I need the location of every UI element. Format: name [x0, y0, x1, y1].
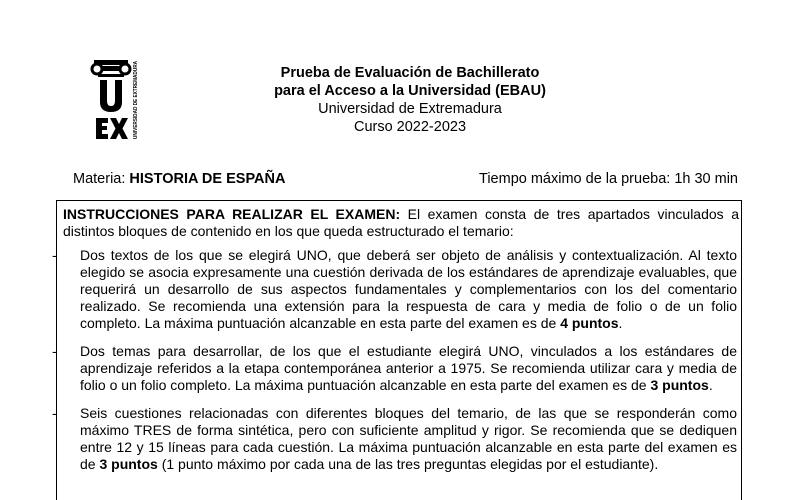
list-item-tail: .	[618, 315, 623, 331]
academic-year: Curso 2022-2023	[353, 119, 467, 135]
list-item-tail: (1 punto máximo por cada una de las tres preguntas elegidas por el estudiante).	[157, 456, 659, 472]
instructions-intro	[63, 206, 739, 240]
list-item-text: Seis cuestiones relacionadas con diferentes bloques del temario, de las que se responderán como máximo TRES de forma sintética, pero con suficiente amplitud y rigor. Se recomienda que se dediquen entre 12 y 15 líneas para cada cuestión. La máxima puntuación alcanzable en esta parte del examen es de	[80, 405, 737, 472]
list-dash: -	[52, 405, 57, 421]
instructions-heading: INSTRUCCIONES PARA REALIZAR EL EXAMEN:	[63, 206, 401, 222]
list-item-tail: .	[708, 377, 713, 393]
exam-header	[200, 64, 620, 136]
instructions-list	[52, 247, 741, 484]
exam-subtitle: para el Acceso a la Universidad (EBAU)	[274, 83, 546, 99]
university-logo	[88, 49, 150, 142]
list-item-text: Dos temas para desarrollar, de los que el estudiante elegirá UNO, vinculados a los estándares de aprendizaje referidos a la etapa contemporánea anterior a 1975. Se recomienda utilizar cara y media de folio o un folio completo. La máxima puntuación alcanzable en esta parte del examen es de	[80, 343, 737, 393]
list-item	[52, 405, 741, 473]
subject	[73, 170, 285, 188]
exam-title: Prueba de Evaluación de Bachillerato	[280, 65, 540, 81]
uex-column-logo-icon	[88, 49, 150, 142]
points-value: 3 puntos	[650, 377, 709, 393]
list-item	[52, 343, 741, 394]
list-dash: -	[52, 247, 57, 263]
points-value: 4 puntos	[560, 315, 619, 331]
list-item	[52, 247, 741, 332]
max-time: Tiempo máximo de la prueba: 1h 30 min	[479, 171, 738, 187]
list-dash: -	[52, 343, 57, 359]
university-name: Universidad de Extremadura	[318, 101, 502, 117]
instructions-box	[52, 200, 742, 500]
subject-value: HISTORIA DE ESPAÑA	[129, 171, 286, 187]
points-value: 3 puntos	[99, 456, 158, 472]
logo-vertical-text: UNIVERSIDAD DE EXTREMADURA	[133, 49, 139, 139]
list-item-text: Dos textos de los que se elegirá UNO, que deberá ser objeto de análisis y contextualización. Al texto elegido se asocia expresamente una cuestión derivada de los estándares de aprendizaje evaluables, que requerirá un desarrollo de sus aspectos fundamentales y complementarios con los del comentario realizado. Se recomienda una extensión para la respuesta de cara y media de folio o de un folio completo. La máxima puntuación alcanzable en esta parte del examen es de	[80, 247, 737, 331]
instructions-intro-text: El examen consta de tres apartados vinculados a distintos bloques de contenido en los que queda estructurado el temario:	[63, 206, 739, 239]
subject-label: Materia:	[73, 171, 130, 187]
